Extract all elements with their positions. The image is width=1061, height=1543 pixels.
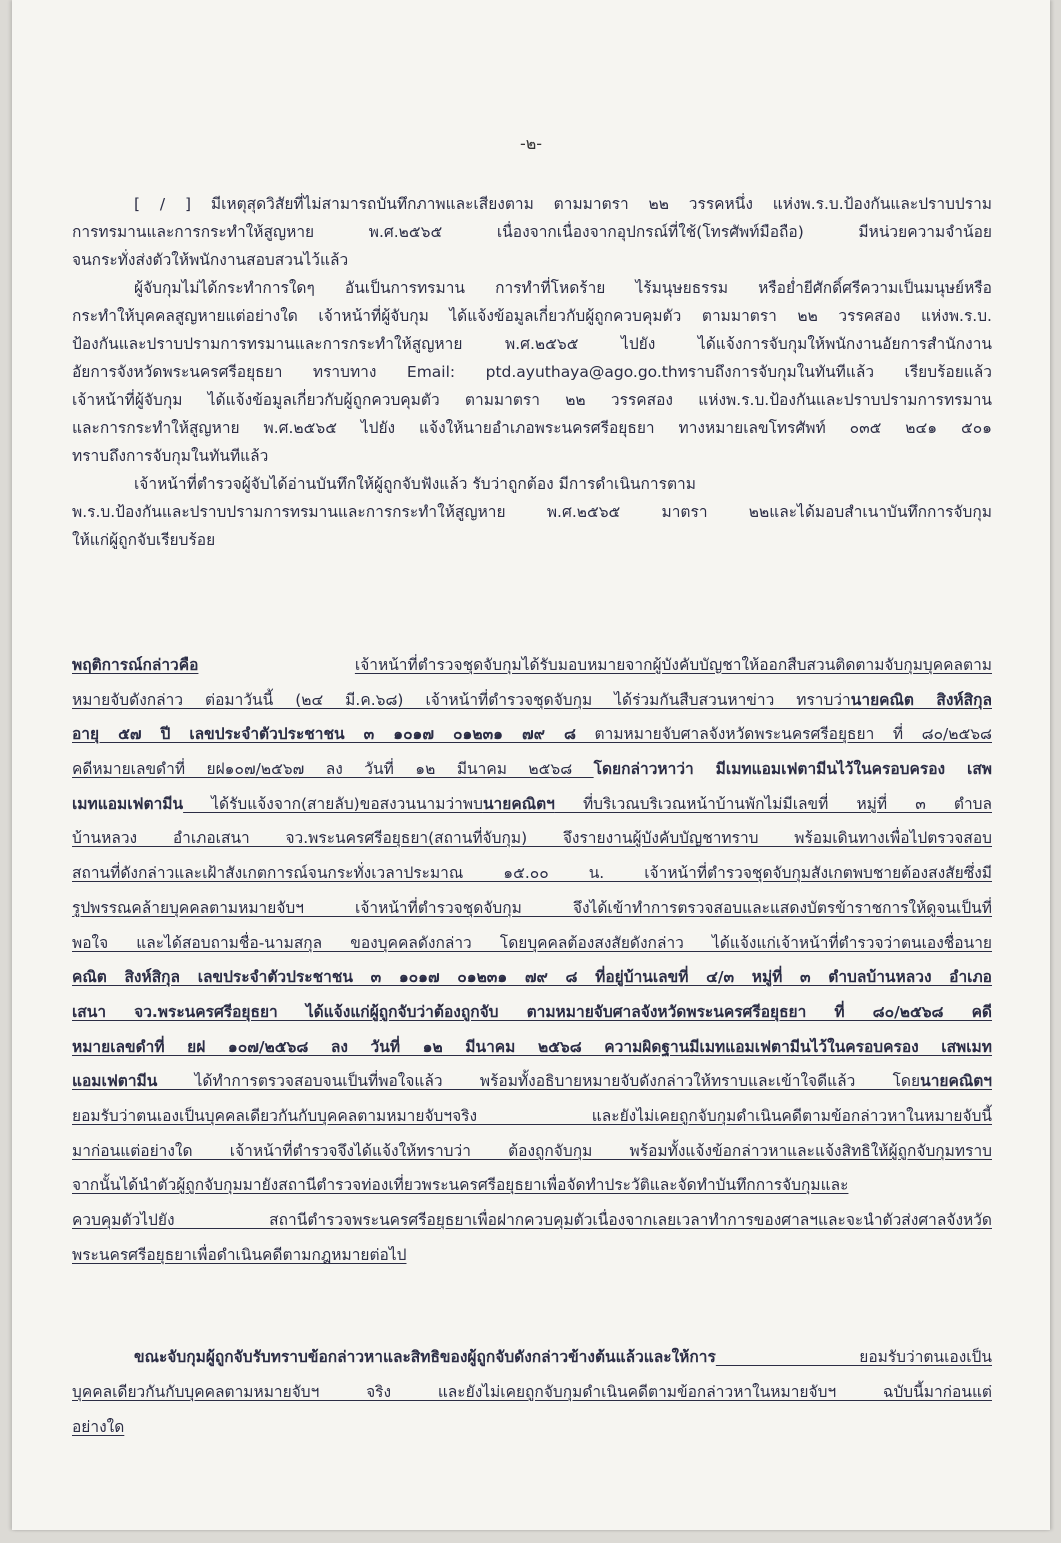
text-run: เสนา จว.พระนครศรีอยุธยา ได้แจ้งแก่ผู้ถูกจับว่าต้องถูกจับ ตามหมายจับศาลจังหวัดพระนครศรีอยุธยา ที่ ๘๐/๒๕๖๘ คดี [72,1002,992,1021]
text-line [72,1030,992,1065]
text-run: พระนครศรีอยุธยาเพื่อดำเนินคดีตามกฎหมายต่อไป [72,1245,407,1264]
text-line [72,926,992,961]
document-page [12,0,1050,1530]
text-run: บุคคลเดียวกันกับบุคคลตามหมายจับฯ จริง และยังไม่เคยถูกจับกุมดำเนินคดีตามข้อกล่าวหาในหมายจับฯ ฉบับนี้มาก่อนแต่ [72,1383,992,1401]
text-run: คณิต สิงห์สิกุล เลขประจำตัวประชาชน ๓ ๑๐๑๗ ๐๑๒๓๑ ๗๙ ๘ ที่อยู่บ้านเลขที่ ๔/๓ หมู่ที่ ๓ ตำบลบ้านหลวง อำเภอ [72,968,992,987]
text-line: ผู้จับกุมไม่ได้กระทำการใดๆ อันเป็นการทรมาน การทำที่โหดร้าย ไร้มนุษยธรรม หรือย่ำยีศักดิ์ศรีความเป็นมนุษย์หรือ [134,279,992,297]
text-run: เจ้าหน้าที่ตำรวจชุดจับกุมได้รับมอบหมายจากผู้บังคับบัญชาให้ออกสืบสวนติดตามจับกุมบุคคลตาม [354,656,992,674]
text-run: ตามหมายจับศาลจังหวัดพระนครศรีอยุธยา ที่ ๘๐/๒๕๖๘ [576,725,992,744]
circumstances-label: พฤติการณ์กล่าวคือ [72,656,199,674]
text-line [72,1375,992,1410]
page-number: -๒- [519,134,543,153]
text-line [72,683,992,718]
text-run: อย่างใด [72,1418,125,1436]
text-run: พอใจ และได้สอบถามชื่อ-นามสกุล ของบุคคลดังกล่าว โดยบุคคลต้องสงสัยดังกล่าว ได้แจ้งแก่เจ้าหน้าที่ตำรวจว่าตนเองชื่อนาย [72,933,992,952]
text-run: สถานที่ดังกล่าวและเฝ้าสังเกตการณ์จนกระทั่งเวลาประมาณ ๑๕.๐๐ น. เจ้าหน้าที่ตำรวจชุดจับกุมสังเกตพบชายต้องสงสัยซึ่งมี [72,864,992,883]
text-line [72,717,992,752]
text-line [72,1203,992,1238]
text-line: ให้แก่ผู้ถูกจับเรียบร้อย [72,531,216,549]
text-line [72,1168,992,1203]
text-line [72,648,992,683]
text-line: ป้องกันและปราบปรามการทรมานและการกระทำให้สูญหาย พ.ศ.๒๕๖๕ ไปยัง ได้แจ้งการจับกุมให้พนักงานอัยการสำนักงาน [72,335,992,353]
text-run: ยอมรับว่าตนเองเป็น [715,1348,992,1366]
text-run: หมายเลขดำที่ ยฝ ๑๐๗/๒๕๖๘ ลง วันที่ ๑๒ มีนาคม ๒๕๖๘ ความผิดฐานมีเมทแอมเฟตามีนไว้ในครอบครอง เสพเมท [72,1037,992,1056]
suspect-name: นายคณิตฯ [920,1072,992,1091]
text-run: รูปพรรณคล้ายบุคคลตามหมายจับฯ เจ้าหน้าที่ตำรวจชุดจับกุม จึงได้เข้าทำการตรวจสอบและแสดงบัตรข้าราชการให้ดูจนเป็นที่ [72,898,992,917]
text-run: บ้านหลวง อำเภอเสนา จว.พระนครศรีอยุธยา(สถานที่จับกุม) จึงรายงานผู้บังคับบัญชาทราบ พร้อมเดินทางเพื่อไปตรวจสอบ [72,829,992,848]
text-run: หมายจับดังกล่าว ต่อมาวันนี้ (๒๔ มี.ค.๖๘) เจ้าหน้าที่ตำรวจชุดจับกุม ได้ร่วมกันสืบสวนหาข่าว ทราบว่า [72,690,851,709]
suspect-details: อายุ ๕๗ ปี เลขประจำตัวประชาชน ๓ ๑๐๑๗ ๐๑๒๓๑ ๗๙ ๘ [72,725,576,744]
section-acknowledgement [72,1340,992,1445]
text-line: การทรมานและการกระทำให้สูญหาย พ.ศ.๒๕๖๕ เนื่องจากเนื่องจากอุปกรณ์ที่ใช้(โทรศัพท์มือถือ) มีหน่วยความจำน้อย [72,223,992,241]
text-line [72,856,992,891]
text-line [72,821,992,856]
text-run: มาก่อนแต่อย่างใด เจ้าหน้าที่ตำรวจจึงได้แจ้งให้ทราบว่า ต้องถูกจับกุม พร้อมทั้งแจ้งข้อกล่าวหาและแจ้งสิทธิให้ผู้ถูกจับกุมทราบ [72,1141,992,1160]
charge-text: โดยกล่าวหาว่า มีเมทแอมเฟตามีนไว้ในครอบครอง เสพ [593,760,992,779]
text-line: เจ้าหน้าที่ผู้จับกุม ได้แจ้งข้อมูลเกี่ยวกับผู้ถูกควบคุมตัว ตามมาตรา ๒๒ วรรคสอง แห่งพ.ร.บ.ป้องกันและปราบปรามการทรมาน [72,391,992,409]
suspect-name: นายคณิตฯ [482,794,555,813]
text-line [72,995,992,1030]
text-line: ทราบถึงการจับกุมในทันทีแล้ว [72,447,269,465]
text-run: ควบคุมตัวไปยัง สถานีตำรวจพระนครศรีอยุธยาเพื่อฝากควบคุมตัวเนื่องจากเลยเวลาทำการของศาลฯและจะนำตัวส่งศาลจังหวัด [72,1211,992,1229]
acknowledgement-text: ขณะจับกุมผู้ถูกจับรับทราบข้อกล่าวหาและสิทธิของผู้ถูกจับดังกล่าวข้างต้นแล้วและให้การ [134,1348,716,1366]
text-line [72,960,992,995]
text-line [72,752,992,787]
text-line: และการกระทำให้สูญหาย พ.ศ.๒๕๖๕ ไปยัง แจ้งให้นายอำเภอพระนครศรีอยุธยา ทางหมายเลขโทรศัพท์ ๐๓๕ ๒๔๑ ๕๐๑ [72,419,992,437]
text-line: กระทำให้บุคคลสูญหายแต่อย่างใด เจ้าหน้าที่ผู้จับกุม ได้แจ้งข้อมูลเกี่ยวกับผู้ถูกควบคุมตัว ตามมาตรา ๒๒ วรรคสอง แห่งพ.ร.บ. [72,307,992,325]
section-circumstances [72,648,992,1272]
text-line [72,1134,992,1169]
text-line [72,1238,992,1273]
text-line: อัยการจังหวัดพระนครศรีอยุธยา ทราบทาง Email: ptd.ayuthaya@ago.go.thทราบถึงการจับกุมในทันทีแล้ว เรียบร้อยแล้ว [72,363,992,381]
text-line [72,891,992,926]
text-run: คดีหมายเลขดำที่ ยฝ๑๐๗/๒๕๖๗ ลง วันที่ ๑๒ มีนาคม ๒๕๖๘ [72,760,594,779]
text-line [72,1064,992,1099]
text-line [72,1340,992,1375]
text-line: จนกระทั่งส่งตัวให้พนักงานสอบสวนไว้แล้ว [72,251,349,269]
text-run: ที่บริเวณบริเวณหน้าบ้านพักไม่มีเลขที่ หมู่ที่ ๓ ตำบล [554,794,992,813]
suspect-name: นายคณิต สิงห์สิกุล [850,690,992,709]
text-line: พ.ร.บ.ป้องกันและปราบปรามการทรมานและการกระทำให้สูญหาย พ.ศ.๒๕๖๕ มาตรา ๒๒และได้มอบสำเนาบันทึกการจับกุม [72,503,992,521]
text-line [72,1099,992,1134]
charge-text: แอมเฟตามีน [72,1072,158,1091]
charge-text: เมทแอมเฟตามีน [72,794,184,813]
text-run: ได้รับแจ้งจาก(สายลับ)ขอสงวนนามว่าพบ [183,794,483,813]
text-run: ยอมรับว่าตนเองเป็นบุคคลเดียวกันกับบุคคลตามหมายจับฯจริง และยังไม่เคยถูกจับกุมดำเนินคดีตามข้อกล่าวหาในหมายจับนี้ [72,1106,992,1125]
text-line [72,787,992,822]
text-line: [ / ] มีเหตุสุดวิสัยที่ไม่สามารถบันทึกภาพและเสียงตาม ตามมาตรา ๒๒ วรรคหนึ่ง แห่งพ.ร.บ.ป้องกันและปราบปราม [134,195,992,213]
text-run: จากนั้นได้นำตัวผู้ถูกจับกุมมายังสถานีตำรวจท่องเที่ยวพระนครศรีอยุธยาเพื่อจัดทำประวัติและจัดทำบันทึกการจับกุมและ [72,1176,849,1195]
text-line: เจ้าหน้าที่ตำรวจผู้จับได้อ่านบันทึกให้ผู้ถูกจับฟังแล้ว รับว่าถูกต้อง มีการดำเนินการตาม [134,475,696,493]
section-notes [72,190,992,554]
text-line [72,1410,992,1445]
text-run: ได้ทำการตรวจสอบจนเป็นที่พอใจแล้ว พร้อมทั้งอธิบายหมายจับดังกล่าวให้ทราบและเข้าใจดีแล้ว โดย [157,1072,921,1091]
